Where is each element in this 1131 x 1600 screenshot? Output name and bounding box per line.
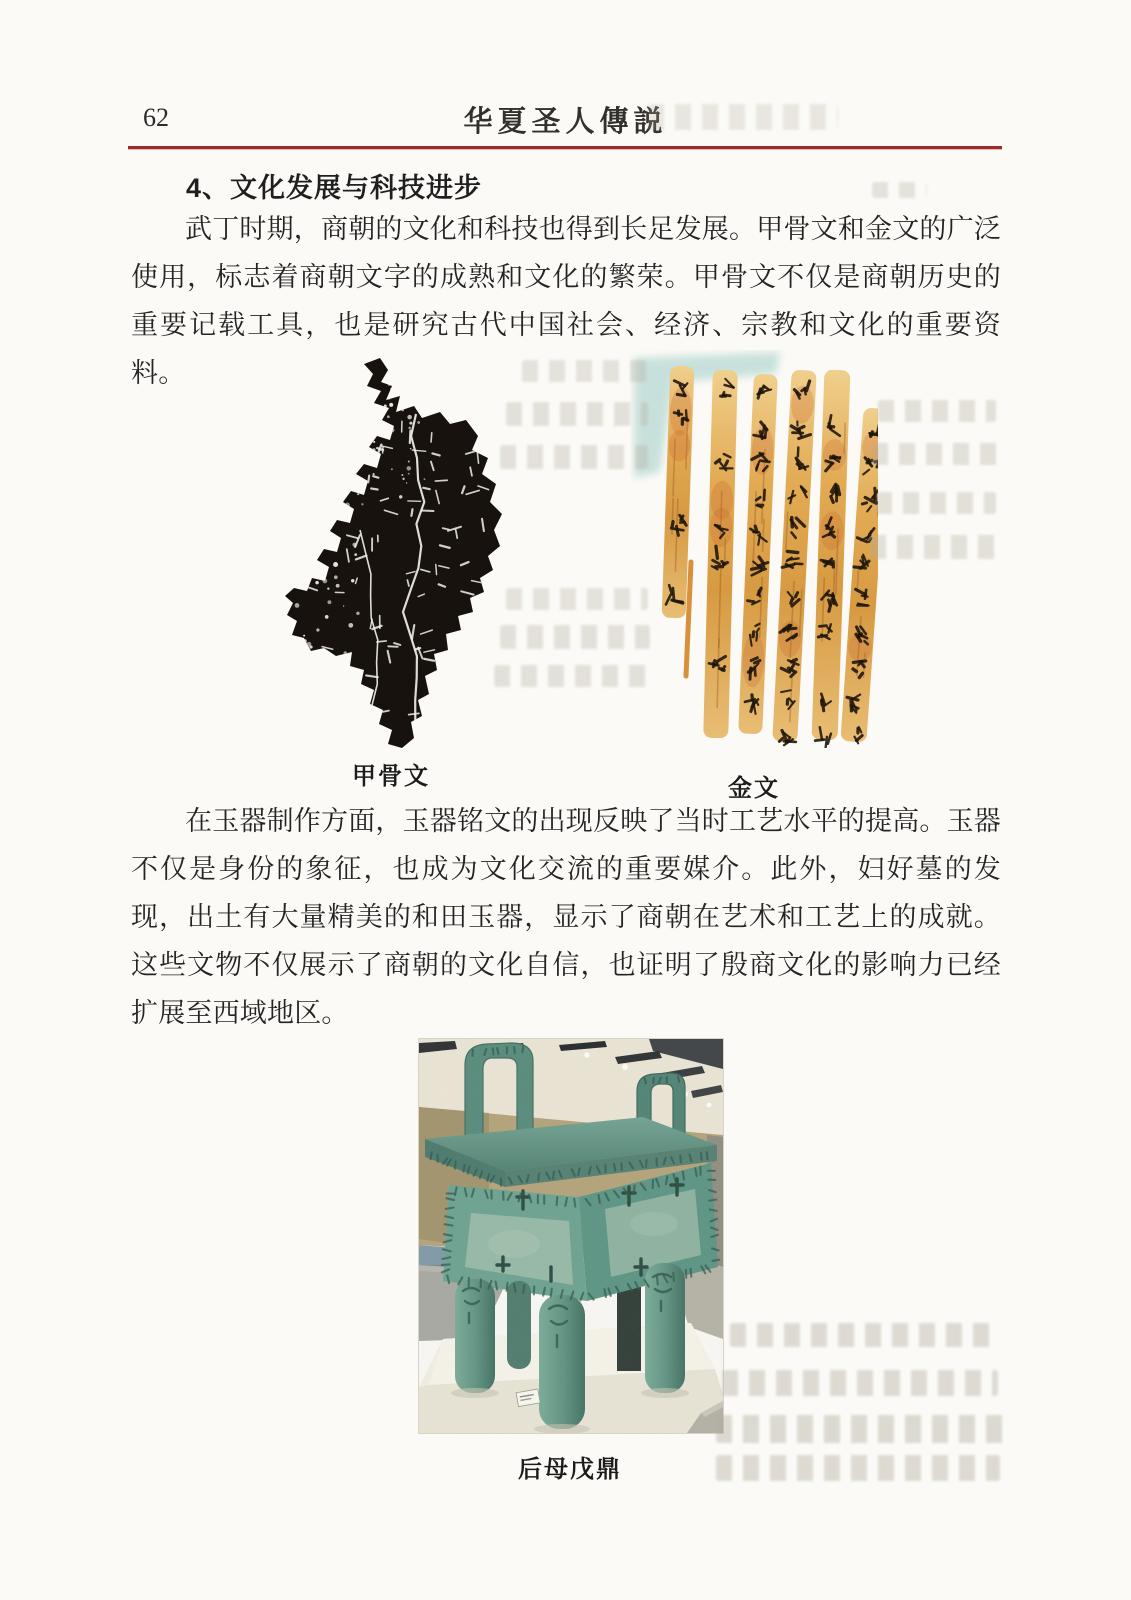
photo-grain [419,1039,723,1433]
paragraph-jade-craft: 在玉器制作方面，玉器铭文的出现反映了当时工艺水平的提高。玉器不仅是身份的象征，也成为文化交流的重要媒介。此外，妇好墓的发现，出土有大量精美的和田玉器，显示了商朝在艺术和工艺上的成就。这些文物不仅展示了商朝的文化自信，也证明了殷商文化的影响力已经扩展至西域地区。 [131,806,1001,1028]
bleed-through-artifact [494,665,650,687]
oracle-bone-silhouette [285,358,502,748]
bleed-through-artifact [648,104,838,130]
bleed-through-artifact [506,402,648,426]
bleed-through-artifact [870,535,1000,559]
bleed-through-artifact [506,588,648,610]
bamboo-strip [703,370,738,739]
figure-caption-bronze-script: 金文 [728,775,780,802]
bleed-through-artifact [716,1415,1008,1443]
section-heading: 4、文化发展与科技进步 [186,173,483,203]
bronze-script-slips-image [630,350,878,748]
bamboo-strip [738,374,778,735]
bleed-through-artifact [876,492,996,514]
bleed-through-artifact [716,1455,1000,1481]
figure-caption-oracle: 甲骨文 [352,763,430,790]
page-number: 62 [143,103,169,132]
bleed-through-artifact [722,1370,998,1396]
bleed-through-artifact [872,443,997,465]
figure-caption-ding: 后母戊鼎 [518,1456,622,1483]
book-title: 华夏圣人傳説 [463,106,668,138]
paragraph-culture-science: 武丁时期，商朝的文化和科技也得到长足发展。甲骨文和金文的广泛使用，标志着商朝文字的成熟和文化的繁荣。甲骨文不仅是商朝历史的重要记载工具，也是研究古代中国社会、经济、宗教和文化的重要资料。 [131,214,1001,388]
header-rule [128,146,1002,149]
bleed-through-artifact [500,445,648,469]
bleed-through-artifact [878,400,996,422]
bleed-through-artifact [730,1323,996,1347]
oracle-bone-rubbing-image [264,354,514,754]
bleed-through-artifact [522,360,648,382]
bleed-through-artifact [872,182,927,198]
houmuwu-ding-photo [418,1038,724,1434]
bleed-through-artifact [500,625,650,649]
bamboo-strip [772,370,817,746]
